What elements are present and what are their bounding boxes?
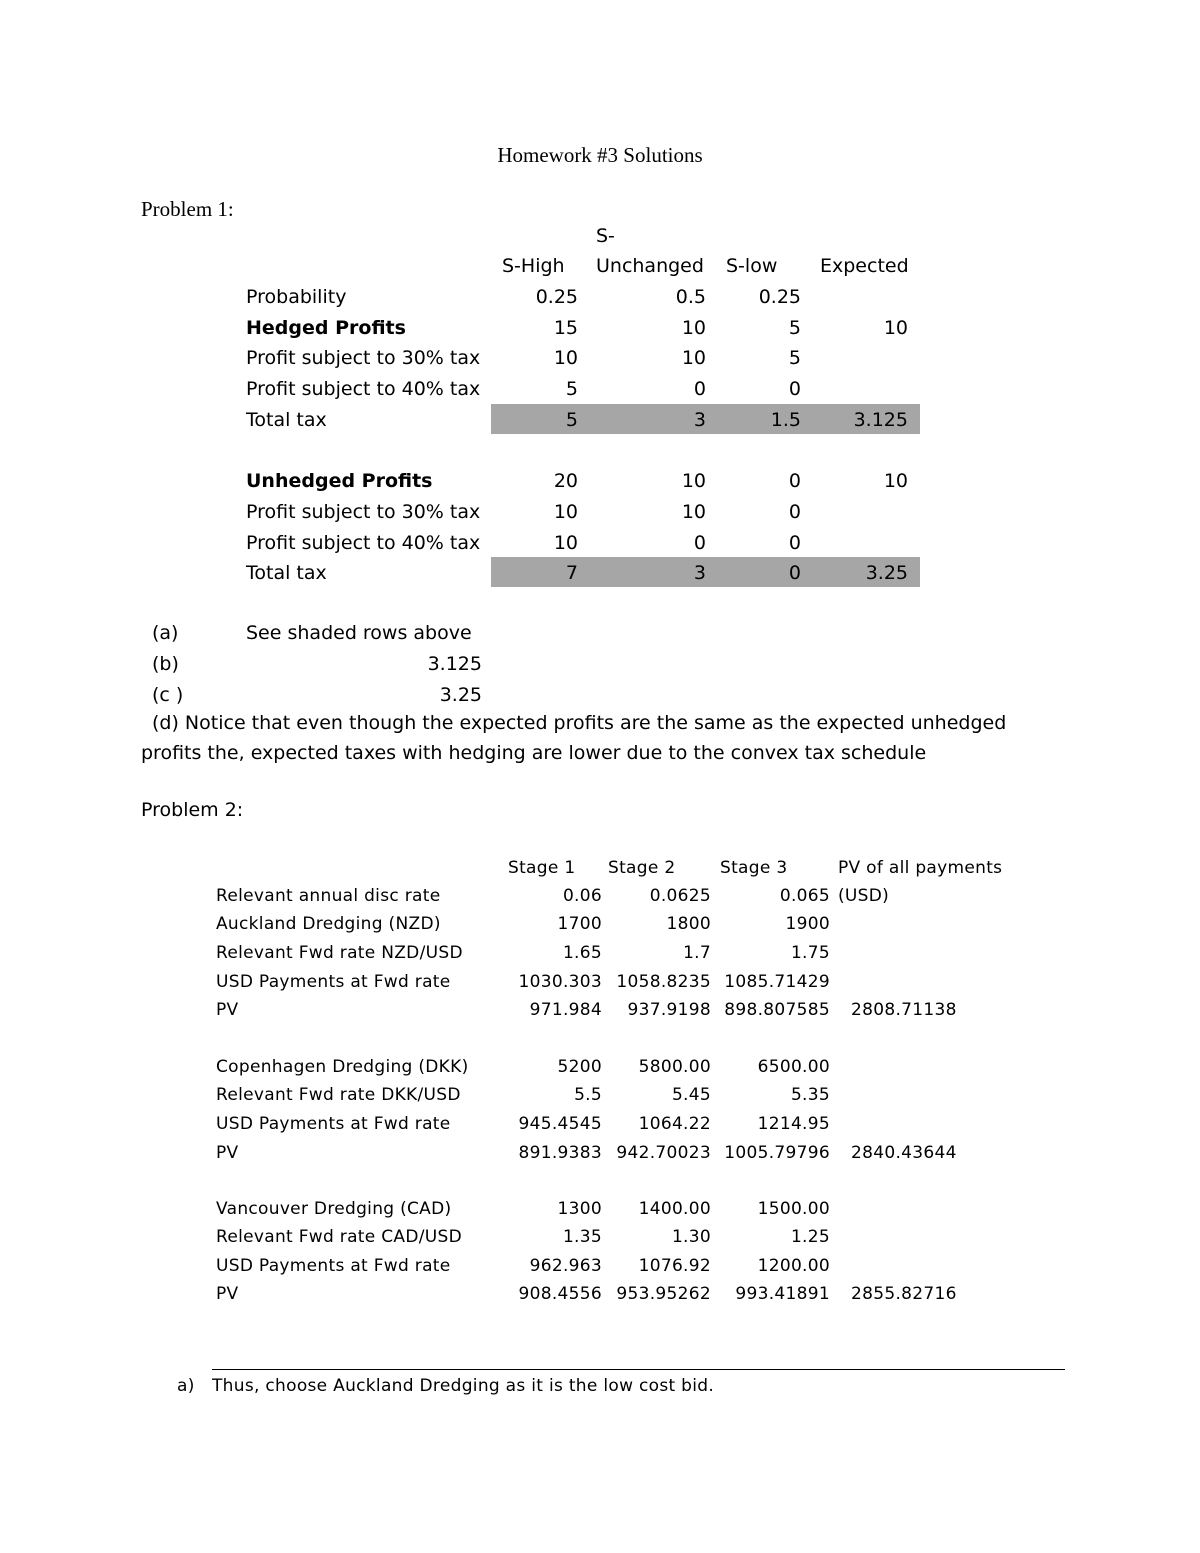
row-label: Auckland Dredging (NZD) [216,914,441,934]
cell: 0.5 [675,286,706,308]
cell: 5200 [557,1057,602,1077]
cell: 993.41891 [735,1284,830,1304]
cell: 0.25 [758,286,801,308]
answer-b-label: (b) [152,653,179,675]
row-label-hedged-profits: Hedged Profits [246,317,406,339]
cell: 0.06 [562,886,602,906]
cell: 937.9198 [627,1000,711,1020]
col-header-s-prefix: S- [596,225,615,247]
cell: 5.35 [790,1085,830,1105]
cell: 20 [553,470,578,492]
row-label-total-tax: Total tax [246,562,327,584]
cell: 1.75 [790,943,830,963]
cell: 3 [693,562,706,584]
row-label-tax40: Profit subject to 40% tax [246,378,481,400]
answer-d-line1: (d) Notice that even though the expected profits are the same as the expected unhedged [152,712,1007,734]
cell: 5 [565,378,578,400]
horizontal-rule [212,1369,1065,1370]
cell: 5 [565,409,578,431]
row-label: PV [216,1000,239,1020]
cell: 0 [788,501,801,523]
cell: 908.4556 [518,1284,602,1304]
cell: 10 [883,317,908,339]
row-label: Copenhagen Dredging (DKK) [216,1057,469,1077]
answer-d-line2: profits the, expected taxes with hedging are lower due to the convex tax schedule [141,742,927,764]
cell: 1085.71429 [724,972,830,992]
cell: 971.984 [529,1000,602,1020]
col-header-pv-all: PV of all payments [838,858,1003,878]
row-label-total-tax: Total tax [246,409,327,431]
cell: 0 [693,532,706,554]
cell: 3.125 [853,409,908,431]
row-label: Relevant Fwd rate CAD/USD [216,1227,462,1247]
cell: 5 [788,317,801,339]
cell: 898.807585 [724,1000,830,1020]
row-label: Vancouver Dredging (CAD) [216,1199,452,1219]
cell: 10 [553,501,578,523]
cell: 0 [693,378,706,400]
cell: 942.70023 [616,1143,711,1163]
cell: 10 [681,501,706,523]
row-label: USD Payments at Fwd rate [216,1114,451,1134]
cell: 1.35 [562,1227,602,1247]
cell: 1300 [557,1199,602,1219]
answer-a-label: (a) [152,622,179,644]
cell: 0 [788,378,801,400]
row-label-unhedged-profits: Unhedged Profits [246,470,433,492]
cell: 0 [788,562,801,584]
cell: 1064.22 [638,1114,711,1134]
row-label: USD Payments at Fwd rate [216,1256,451,1276]
cell: 1200.00 [757,1256,830,1276]
cell: 10 [883,470,908,492]
answer-a-text: See shaded rows above [246,622,472,644]
cell: 0.25 [535,286,578,308]
col-header-unchanged: Unchanged [596,255,704,277]
col-header-stage-3: Stage 3 [720,858,788,878]
answer-b-value: 3.125 [427,653,482,675]
cell: 5800.00 [638,1057,711,1077]
cell: 1400.00 [638,1199,711,1219]
cell: 10 [553,347,578,369]
cell: 0.065 [779,886,830,906]
cell: 10 [681,317,706,339]
cell: 1005.79796 [724,1143,830,1163]
row-label: PV [216,1284,239,1304]
cell: 891.9383 [518,1143,602,1163]
cell-pv-total: 2840.43644 [851,1143,957,1163]
row-label: Relevant Fwd rate NZD/USD [216,943,463,963]
row-label: Relevant Fwd rate DKK/USD [216,1085,461,1105]
cell: 7 [565,562,578,584]
cell: 1.65 [562,943,602,963]
row-label-probability: Probability [246,286,347,308]
cell: 1.5 [770,409,801,431]
problem-1-heading: Problem 1: [141,197,234,221]
cell: 1.7 [683,943,711,963]
cell: 0 [788,470,801,492]
col-header-s-low: S-low [726,255,778,277]
cell: 5 [788,347,801,369]
cell: 1900 [785,914,830,934]
cell-pv-total: 2855.82716 [851,1284,957,1304]
cell: 1500.00 [757,1199,830,1219]
cell: 953.95262 [616,1284,711,1304]
cell: 1.25 [790,1227,830,1247]
conclusion-text: Thus, choose Auckland Dredging as it is the low cost bid. [212,1376,715,1396]
cell: 3 [693,409,706,431]
cell: 1058.8235 [616,972,711,992]
cell: 10 [553,532,578,554]
conclusion-label: a) [177,1376,195,1396]
col-header-stage-2: Stage 2 [608,858,676,878]
cell: 0.0625 [649,886,711,906]
cell: 6500.00 [757,1057,830,1077]
cell: 3.25 [865,562,908,584]
row-label-tax40: Profit subject to 40% tax [246,532,481,554]
cell: 10 [681,470,706,492]
cell: 1214.95 [757,1114,830,1134]
page-title: Homework #3 Solutions [497,143,703,167]
row-label-tax30: Profit subject to 30% tax [246,347,481,369]
cell: 1076.92 [638,1256,711,1276]
col-header-stage-1: Stage 1 [508,858,576,878]
cell: 962.963 [529,1256,602,1276]
row-label: PV [216,1143,239,1163]
cell: 15 [553,317,578,339]
row-label: USD Payments at Fwd rate [216,972,451,992]
cell: 945.4545 [518,1114,602,1134]
cell: 5.5 [574,1085,602,1105]
cell-pv-total: 2808.71138 [851,1000,957,1020]
row-label-tax30: Profit subject to 30% tax [246,501,481,523]
cell: 5.45 [671,1085,711,1105]
cell: 1030.303 [518,972,602,992]
col-header-expected: Expected [820,255,909,277]
col-header-usd: (USD) [838,886,890,906]
cell: 1700 [557,914,602,934]
cell: 1.30 [671,1227,711,1247]
cell: 0 [788,532,801,554]
answer-c-value: 3.25 [439,684,482,706]
row-label: Relevant annual disc rate [216,886,441,906]
problem-2-heading: Problem 2: [141,799,244,821]
answer-c-label: (c ) [152,684,184,706]
col-header-s-high: S-High [502,255,565,277]
cell: 10 [681,347,706,369]
cell: 1800 [666,914,711,934]
